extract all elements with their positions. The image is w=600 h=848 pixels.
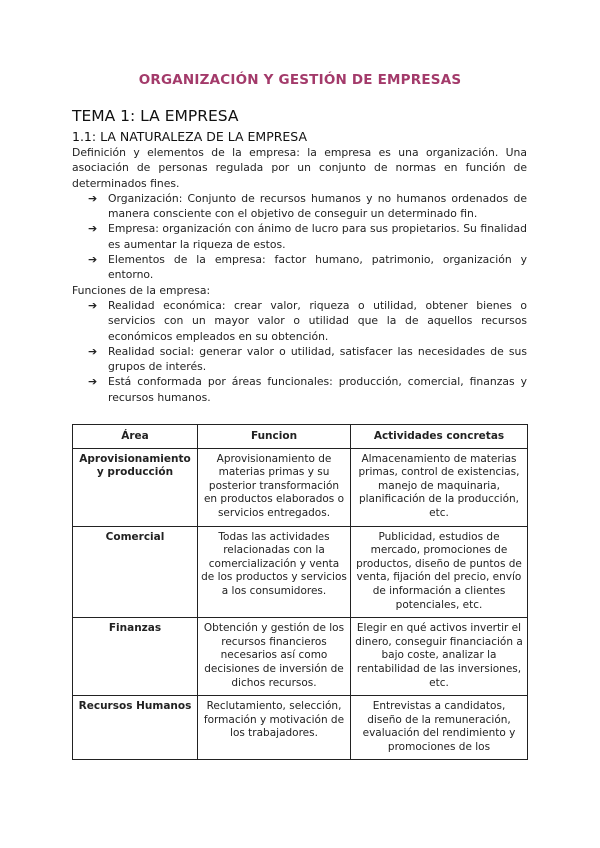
area-cell: Recursos Humanos [73, 696, 198, 760]
arrow-icon: ➔ [88, 191, 98, 205]
arrow-icon: ➔ [88, 375, 98, 389]
area-cell: Aprovisionamiento y producción [73, 448, 198, 526]
list-item-text: Realidad social: generar valor o utilidad, satisfacer las necesidades de sus grupos de interés. [108, 344, 527, 374]
list-item-text: Organización: Conjunto de recursos humanos y no humanos ordenados de manera consciente con el objetivo de conseguir un determinado fin. [108, 191, 527, 221]
area-cell: Finanzas [73, 618, 198, 696]
section-heading: 1.1: LA NATURALEZA DE LA EMPRESA [72, 129, 308, 144]
list-item-text: Realidad económica: crear valor, riqueza o utilidad, obtener bienes o servicios con un mayor valor o utilidad que la de aquellos recursos económicos empleados en su obtención. [108, 298, 527, 343]
functions-title: Funciones de la empresa: [72, 283, 211, 297]
area-cell: Comercial [73, 526, 198, 618]
arrow-icon: ➔ [88, 222, 98, 236]
list-item [88, 374, 527, 405]
funcion-cell: Reclutamiento, selección, formación y motivación de los trabajadores. [198, 696, 351, 760]
arrow-icon: ➔ [88, 344, 98, 358]
list-item [88, 298, 527, 344]
column-header-actividades: Actividades concretas [351, 425, 528, 449]
actividades-cell: Entrevistas a candidatos, diseño de la remuneración, evaluación del rendimiento y promociones de los [351, 696, 528, 760]
list-item-text: Elementos de la empresa: factor humano, patrimonio, organización y entorno. [108, 253, 527, 282]
list-item-text: Empresa: organización con ánimo de lucro para sus propietarios. Su finalidad es aumentar la riqueza de estos. [108, 222, 527, 251]
list-item-text: Está conformada por áreas funcionales: producción, comercial, finanzas y recursos humanos. [108, 375, 527, 404]
column-header-area: Área [73, 425, 198, 449]
funcion-cell: Todas las actividades relacionadas con la comercialización y venta de los productos y servicios a los consumidores. [198, 526, 351, 618]
list-item [88, 344, 527, 375]
funcion-cell: Aprovisionamiento de materias primas y su posterior transformación en productos elaborados o servicios entregados. [198, 448, 351, 526]
list-item [88, 191, 527, 222]
table-header-row [73, 425, 528, 449]
functions-list [72, 298, 527, 405]
document-title: ORGANIZACIÓN Y GESTIÓN DE EMPRESAS [138, 72, 462, 88]
funcion-cell: Obtención y gestión de los recursos financieros necesarios así como decisiones de inversión de dichos recursos. [198, 618, 351, 696]
column-header-funcion: Funcion [198, 425, 351, 449]
actividades-cell: Elegir en qué activos invertir el dinero, conseguir financiación a bajo coste, analizar la rentabilidad de las inversiones, etc. [351, 618, 528, 696]
intro-paragraph: Definición y elementos de la empresa: la empresa es una organización. Una asociación de personas regulada por un conjunto de normas en función de determinados fines. [72, 146, 527, 190]
actividades-cell: Almacenamiento de materias primas, control de existencias, manejo de maquinaria, planificación de la producción, etc. [351, 448, 528, 526]
table-row [73, 526, 528, 618]
actividades-cell: Publicidad, estudios de mercado, promociones de productos, diseño de puntos de venta, fijación del precio, envío de información a clientes potenciales, etc. [351, 526, 528, 618]
definitions-list [72, 191, 527, 283]
list-item [88, 221, 527, 252]
table-row [73, 696, 528, 760]
list-item [88, 252, 527, 283]
topic-heading: TEMA 1: LA EMPRESA [72, 107, 239, 125]
functional-areas-table [72, 424, 528, 760]
table-row [73, 448, 528, 526]
table-row [73, 618, 528, 696]
document-body [72, 106, 527, 405]
arrow-icon: ➔ [88, 253, 98, 267]
arrow-icon: ➔ [88, 298, 98, 312]
